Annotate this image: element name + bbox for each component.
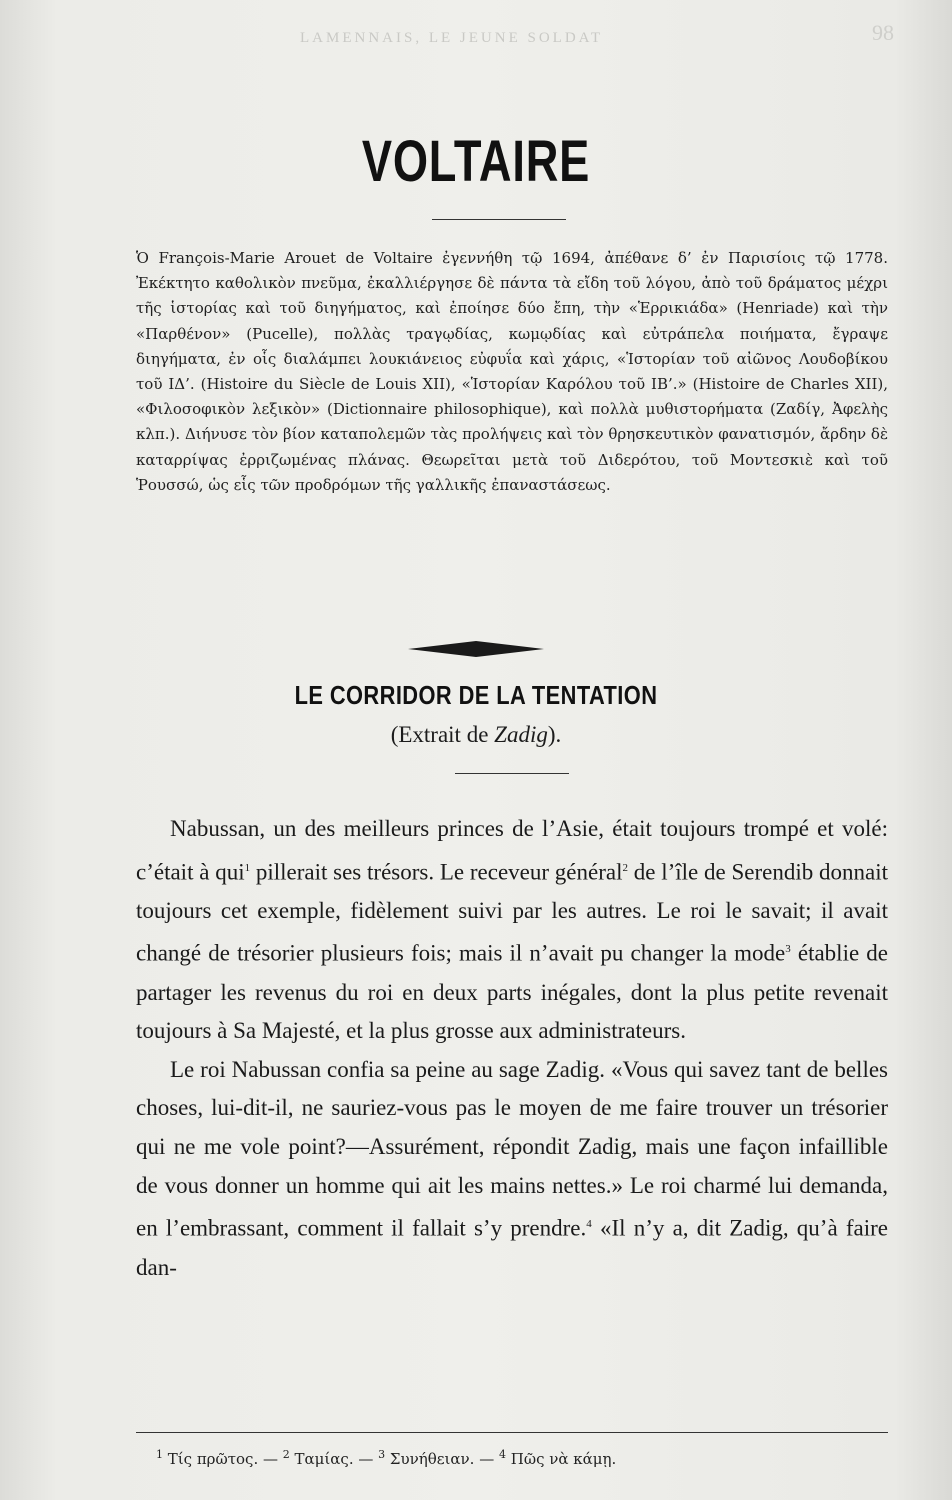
main-text: [136, 810, 888, 1287]
source-suffix: ).: [547, 722, 562, 747]
chapter-title: VOLTAIRE: [361, 129, 591, 194]
footnote-ref-1: 1: [244, 861, 251, 874]
title-rule: [432, 219, 566, 220]
source-note: [0, 722, 952, 748]
section-title: LE CORRIDOR DE LA TENTATION: [294, 680, 658, 710]
bleed-through-header: LAMENNAIS, LE JEUNE SOLDAT: [300, 30, 603, 46]
paragraph-2: Le roi Nabussan confia sa peine au sage Zadig. «Vous qui savez tant de belles choses, lui-dit-il, ne sauriez-vous pas le moyen de me faire trouver un trésorier qui ne me vole point?—Assurément, répondit Zadig, mais une façon infaillible de vous donner un homme qui ait les mains nettes.» Le roi charmé lui demanda, en l’embrassant, comment il fallait s’y prendre.$^4$ «Il n’y a, dit Zadig, qu’à faire dan-: [136, 1056, 888, 1280]
footnotes: $^1$ Τίς πρῶτος. — $^2$ Ταμίας. — $^3$ Συνήθειαν. — $^4$ Πῶς νὰ κάμῃ.: [156, 1448, 617, 1468]
ornament-divider: [408, 639, 544, 659]
subtitle-rule: [455, 773, 569, 774]
footnote-ref-3: 3: [785, 943, 791, 956]
footnote-ref-2: 2: [622, 861, 628, 874]
source-work: Zadig: [494, 722, 548, 747]
source-prefix: (Extrait de: [390, 722, 495, 747]
bleed-through-page-number: 98: [872, 20, 894, 45]
footnote-rule: [136, 1432, 888, 1433]
paragraph-1: Nabussan, un des meilleurs princes de l’Asie, était toujours trompé et volé: c’était à qui$^1$ pillerait ses trésors. Le receveur général$^2$ de l’île de Serendib donnait toujours cet exemple, fidèlement suivi par les autres. Le roi le savait; il avait changé de trésorier plusieurs fois; mais il n’avait pu changer la mode$^3$ établie de partager les revenus du roi en deux parts inégales, dont la plus petite revenait toujours à Sa Majesté, et la plus grosse aux administrateurs.: [136, 816, 889, 1044]
greek-introduction: Ὁ François-Marie Arouet de Voltaire ἐγεννήθη τῷ 1694, ἀπέθανε δ’ ἐν Παρισίοις τῷ 1778. Ἐκέκτητο καθολικὸν πνεῦμα, ἐκαλλιέργησε δὲ πάντα τὰ εἴδη τοῦ λόγου, ἀπὸ τοῦ δράματος μέχρι τῆς ἱστορίας καὶ τοῦ διηγήματος, καὶ ἐποίησε δύο ἔπη, τὴν «Ἑρρικιάδα» (Henriade) καὶ τὴν «Παρθένον» (Pucelle), πολλὰς τραγῳδίας, κωμῳδίας καὶ εὐτράπελα ποιήματα, ἔγραψε διηγήματα, ἐν οἷς διαλάμπει λουκιάνειος εὐφυΐα καὶ χάρις, «Ἱστορίαν τοῦ αἰῶνος Λουδοβίκου τοῦ ΙΔ’. (Histoire du Siècle de Louis XII), «Ἱστορίαν Καρόλου τοῦ ΙΒ’.» (Histoire de Charles XII), «Φιλοσοφικὸν λεξικὸν» (Dictionnaire philosophique), καὶ πολλὰ μυθιστορήματα (Ζαδίγ, Ἀφελὴς κλπ.). Διήνυσε τὸν βίον καταπολεμῶν τὰς προλήψεις καὶ τὸν θρησκευτικὸν φανατισμόν, ἄρδην δὲ καταρρίψας ἐρριζωμένας πλάνας. Θεωρεῖται μετὰ τοῦ Διδερότου, τοῦ Μοντεσκιὲ καὶ τοῦ Ῥουσσώ, ὡς εἷς τῶν προδρόμων τῆς γαλλικῆς ἐπαναστάσεως.: [136, 249, 888, 494]
footnote-ref-4: 4: [586, 1218, 592, 1231]
